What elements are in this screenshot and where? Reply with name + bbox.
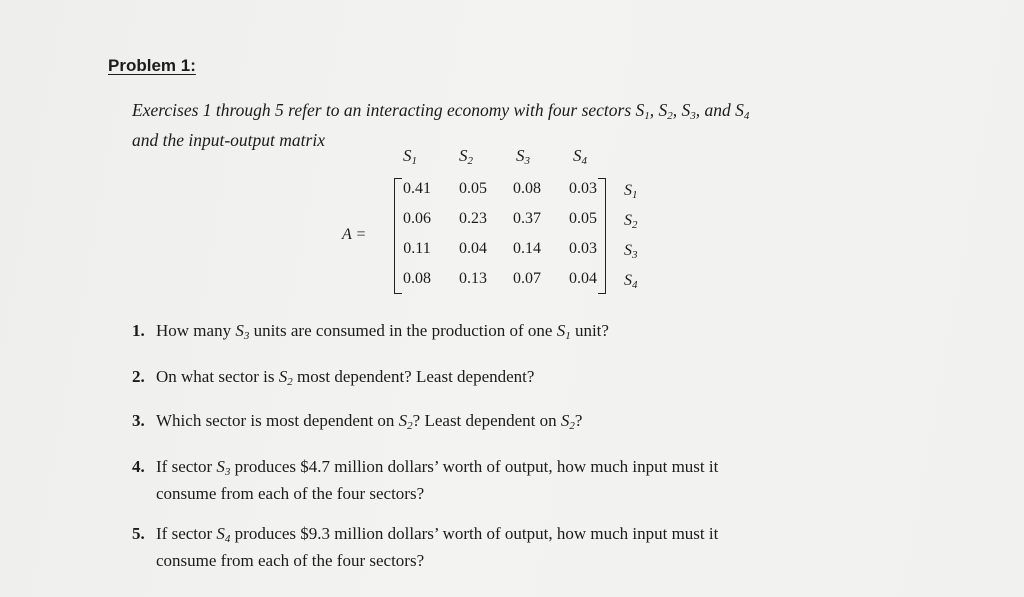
matrix-cell: 0.11: [403, 240, 431, 257]
matrix-label: A =: [342, 226, 367, 243]
question-3: 3. Which sector is most dependent on $S_2$? Least dependent on $S_2$?: [132, 411, 583, 432]
col-header-s2: $S_2$: [459, 146, 473, 167]
matrix-cell: 0.41: [403, 180, 431, 197]
matrix-cell: 0.06: [403, 210, 431, 227]
input-output-matrix: [336, 142, 666, 302]
matrix-cell: 0.04: [569, 270, 597, 287]
sector-s3: S: [681, 100, 691, 120]
row-header-s1: $S_1$: [624, 182, 638, 201]
matrix-cell: 0.14: [513, 240, 541, 257]
matrix-cell: 0.37: [513, 210, 541, 227]
sector-s4: S: [735, 100, 744, 120]
matrix-cell: 0.05: [569, 210, 597, 227]
col-header-s4: $S_4$: [573, 146, 587, 167]
matrix-cell: 0.23: [459, 210, 487, 227]
sector-s1: S: [635, 100, 645, 120]
question-1: 1. How many $S_3$ units are consumed in the production of one $S_1$ unit?: [132, 321, 609, 342]
matrix-cell: 0.07: [513, 270, 541, 287]
matrix-cell: 0.04: [459, 240, 487, 257]
sector-s2: S: [658, 100, 668, 120]
matrix-cell: 0.05: [459, 180, 487, 197]
question-4: 4. If sector $S_3$ produces $4.7 million dollars’ worth of output, how much input must it consume from each of the four sectors?: [132, 457, 719, 503]
matrix-cell: 0.03: [569, 240, 597, 257]
row-header-s3: $S_3$: [624, 242, 638, 261]
matrix-cell: 0.03: [569, 180, 597, 197]
matrix-cell: 0.08: [403, 270, 431, 287]
intro-paragraph: Exercises 1 through 5 refer to an interacting economy with four sectors $S_1$, $S_2$, $S_3$, and $S_4$ and the input-output matrix: [132, 100, 750, 150]
intro-line-2: and the input-output matrix: [132, 130, 325, 150]
matrix-cell: 0.08: [513, 180, 541, 197]
col-header-s1: $S_1$: [403, 146, 417, 167]
problem-heading: Problem 1:: [108, 56, 196, 75]
row-header-s4: $S_4$: [624, 272, 638, 291]
question-2: 2. On what sector is $S_2$ most dependent? Least dependent?: [132, 367, 535, 388]
row-header-s2: $S_2$: [624, 212, 638, 231]
col-header-s3: $S_3$: [516, 146, 530, 167]
intro-text: Exercises 1 through 5 refer to an interacting economy with four sectors: [132, 100, 636, 120]
question-5: 5. If sector $S_4$ produces $9.3 million dollars’ worth of output, how much input must it consume from each of the four sectors?: [132, 524, 719, 570]
matrix-cell: 0.13: [459, 270, 487, 287]
